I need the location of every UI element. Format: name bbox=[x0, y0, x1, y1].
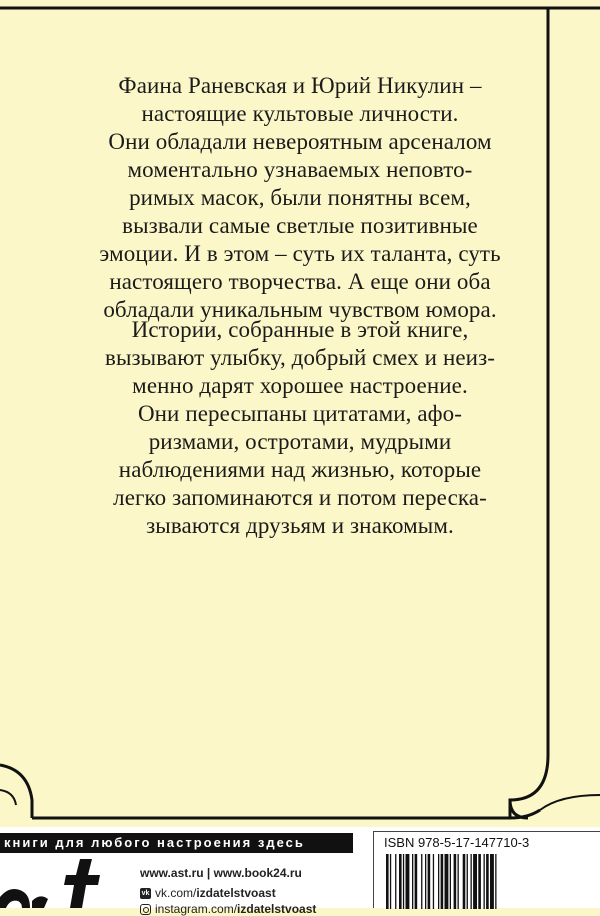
barcode-bar bbox=[478, 854, 481, 909]
text-line: Истории, собранные в этой книге, bbox=[131, 317, 469, 342]
description-paragraph-2 bbox=[40, 316, 560, 540]
barcode-bar bbox=[395, 854, 396, 909]
text-line: настоящего творчества. А еще они оба bbox=[109, 269, 491, 294]
text-line: легко запоминаются и потом переска- bbox=[113, 485, 487, 510]
barcode-bar bbox=[386, 854, 389, 909]
text-line: эмоции. И в этом – суть их таланта, суть bbox=[99, 241, 501, 266]
barcode-bar bbox=[421, 854, 422, 909]
description-paragraph-1 bbox=[40, 72, 560, 324]
text-line: ризмами, остротами, мудрыми bbox=[148, 429, 452, 454]
text-line: Фаина Раневская и Юрий Никулин – bbox=[118, 73, 482, 98]
vk-handle: izdatelstvoast bbox=[196, 886, 276, 900]
text-line: вызывают улыбку, добрый смех и неиз- bbox=[104, 345, 496, 370]
barcode-bar bbox=[458, 854, 459, 909]
barcode-bar bbox=[454, 854, 457, 909]
barcode-bar bbox=[406, 854, 410, 909]
text-line: моментально узнаваемых неповто- bbox=[127, 157, 473, 182]
barcode-bar bbox=[399, 854, 402, 909]
text-line: римых масок, были понятны всем, bbox=[129, 185, 471, 210]
barcode-bar bbox=[486, 854, 489, 909]
vk-link[interactable] bbox=[140, 886, 276, 900]
ast-logo bbox=[0, 855, 120, 908]
text-line: Они пересыпаны цитатами, афо- bbox=[137, 401, 463, 426]
barcode-bar bbox=[390, 854, 391, 909]
instagram-link[interactable] bbox=[140, 902, 316, 916]
instagram-handle: izdatelstvoast bbox=[237, 902, 317, 916]
text-line: обладали уникальным чувством юмора. bbox=[103, 297, 497, 322]
vk-prefix: vk.com/ bbox=[155, 886, 197, 900]
barcode bbox=[384, 854, 584, 909]
isbn-text: ISBN 978-5-17-147710-3 bbox=[384, 835, 530, 850]
barcode-bar bbox=[438, 854, 439, 909]
website-links[interactable]: www.ast.ru | www.book24.ru bbox=[140, 866, 302, 880]
barcode-bar bbox=[433, 854, 434, 909]
text-line: зываются друзьям и знакомым. bbox=[146, 513, 454, 538]
barcode-bar bbox=[471, 854, 472, 909]
text-line: наблюдениями над жизнью, которые bbox=[118, 457, 482, 482]
barcode-bar bbox=[467, 854, 468, 909]
text-line: Они обладали невероятным арсеналом bbox=[108, 129, 492, 154]
barcode-bar bbox=[441, 854, 444, 909]
instagram-icon bbox=[140, 904, 151, 915]
text-line: менно дарят хорошее настроение. bbox=[132, 373, 468, 398]
barcode-bar bbox=[495, 854, 496, 909]
text-line: настоящие культовые личности. bbox=[141, 101, 459, 126]
barcode-bar bbox=[490, 854, 494, 909]
barcode-bar bbox=[484, 854, 485, 909]
barcode-bar bbox=[463, 854, 466, 909]
barcode-bar bbox=[415, 854, 418, 909]
barcode-bar bbox=[428, 854, 431, 909]
barcode-bar bbox=[450, 854, 451, 909]
tagline-bar: книги для любого настроения здесь bbox=[0, 833, 353, 853]
barcode-bar bbox=[412, 854, 413, 909]
barcode-bar bbox=[445, 854, 449, 909]
vk-icon: vk bbox=[141, 889, 150, 897]
barcode-bar bbox=[425, 854, 426, 909]
text-line: вызвали самые светлые позитивные bbox=[122, 213, 478, 238]
instagram-prefix: instagram.com/ bbox=[155, 902, 238, 916]
barcode-bar bbox=[473, 854, 477, 909]
isbn-box bbox=[373, 831, 600, 908]
barcode-bar bbox=[403, 854, 404, 909]
